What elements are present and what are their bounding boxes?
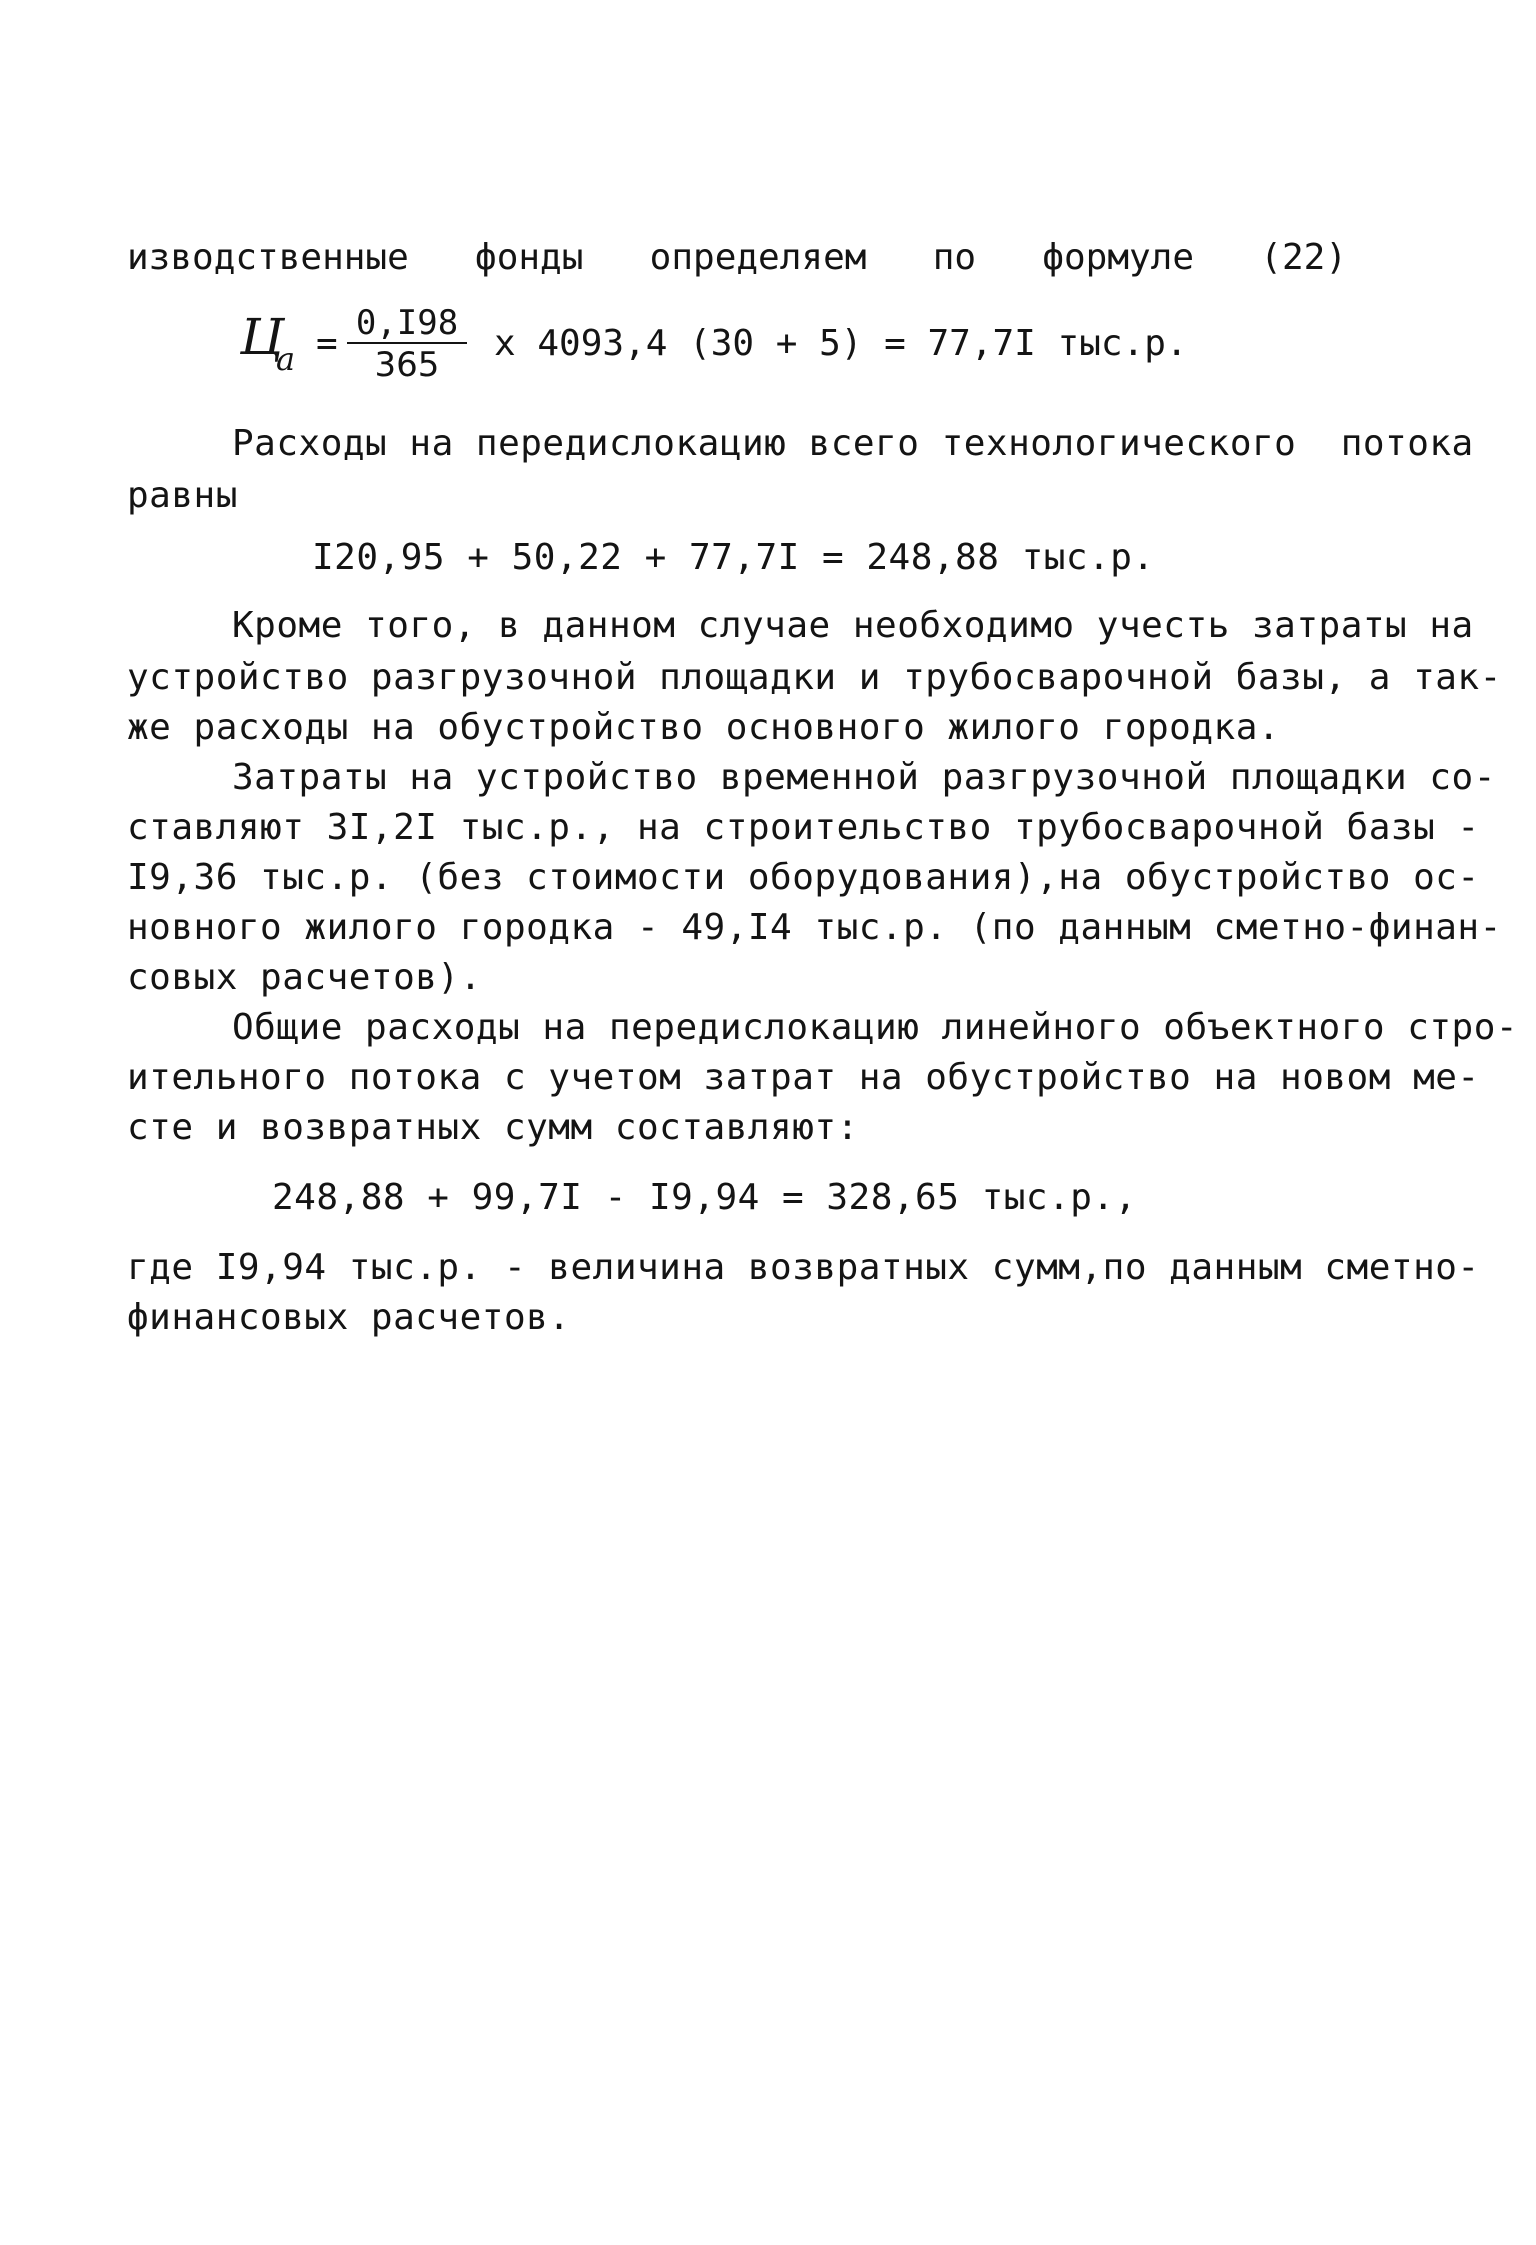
paragraph-relocation-line: Расходы на передислокацию всего технологического потока <box>232 423 1474 464</box>
intro-word: формуле <box>1042 237 1195 278</box>
intro-word: изводственные <box>127 237 409 278</box>
fraction-numerator: 0,I98 <box>347 304 467 344</box>
formula-grand-total: 248,88 + 99,7I - I9,94 = 328,65 тыс.р., <box>272 1177 1137 1218</box>
paragraph-return-sums-line: финансовых расчетов. <box>127 1297 571 1338</box>
formula-fraction <box>347 304 467 386</box>
paragraph-costs-breakdown-line: Затраты на устройство временной разгрузочной площадки со- <box>232 757 1496 798</box>
paragraph-costs-breakdown-line: новного жилого городка - 49,I4 тыс.р. (по данным сметно-финан- <box>127 907 1502 948</box>
intro-word: фонды <box>475 237 584 278</box>
formula-total-relocation: I20,95 + 50,22 + 77,7I = 248,88 тыс.р. <box>312 537 1155 578</box>
fraction-denominator: 365 <box>374 345 440 385</box>
paragraph-costs-breakdown-line: ставляют 3I,2I тыс.р., на строительство трубосварочной базы - <box>127 807 1480 848</box>
paragraph-additional-costs-line: Кроме того, в данном случае необходимо учесть затраты на <box>232 605 1474 646</box>
intro-word: определяем <box>649 237 867 278</box>
paragraph-additional-costs-line: устройство разгрузочной площадки и трубосварочной базы, а так- <box>127 657 1502 698</box>
paragraph-additional-costs-line: же расходы на обустройство основного жилого городка. <box>127 707 1281 748</box>
intro-word: (22) <box>1260 237 1347 278</box>
intro-word: по <box>932 237 977 278</box>
paragraph-total-costs-line: Общие расходы на передислокацию линейного объектного стро- <box>232 1007 1519 1048</box>
formula-lhs-subscript: а <box>276 340 296 378</box>
paragraph-costs-breakdown-line: совых расчетов). <box>127 957 482 998</box>
formula-equals: = <box>316 323 338 364</box>
paragraph-costs-breakdown-line: I9,36 тыс.р. (без стоимости оборудования),на обустройство ос- <box>127 857 1480 898</box>
paragraph-total-costs-line: сте и возвратных сумм составляют: <box>127 1107 859 1148</box>
intro-line <box>127 236 1347 280</box>
paragraph-total-costs-line: ительного потока с учетом затрат на обустройство на новом ме- <box>127 1057 1480 1098</box>
paragraph-relocation-line: равны <box>127 475 238 516</box>
paragraph-return-sums-line: где I9,94 тыс.р. - величина возвратных сумм,по данным сметно- <box>127 1247 1480 1288</box>
formula-rest: x 4093,4 (30 + 5) = 77,7I тыс.р. <box>494 323 1188 364</box>
formula-lhs-symbol: Ц <box>240 308 284 366</box>
